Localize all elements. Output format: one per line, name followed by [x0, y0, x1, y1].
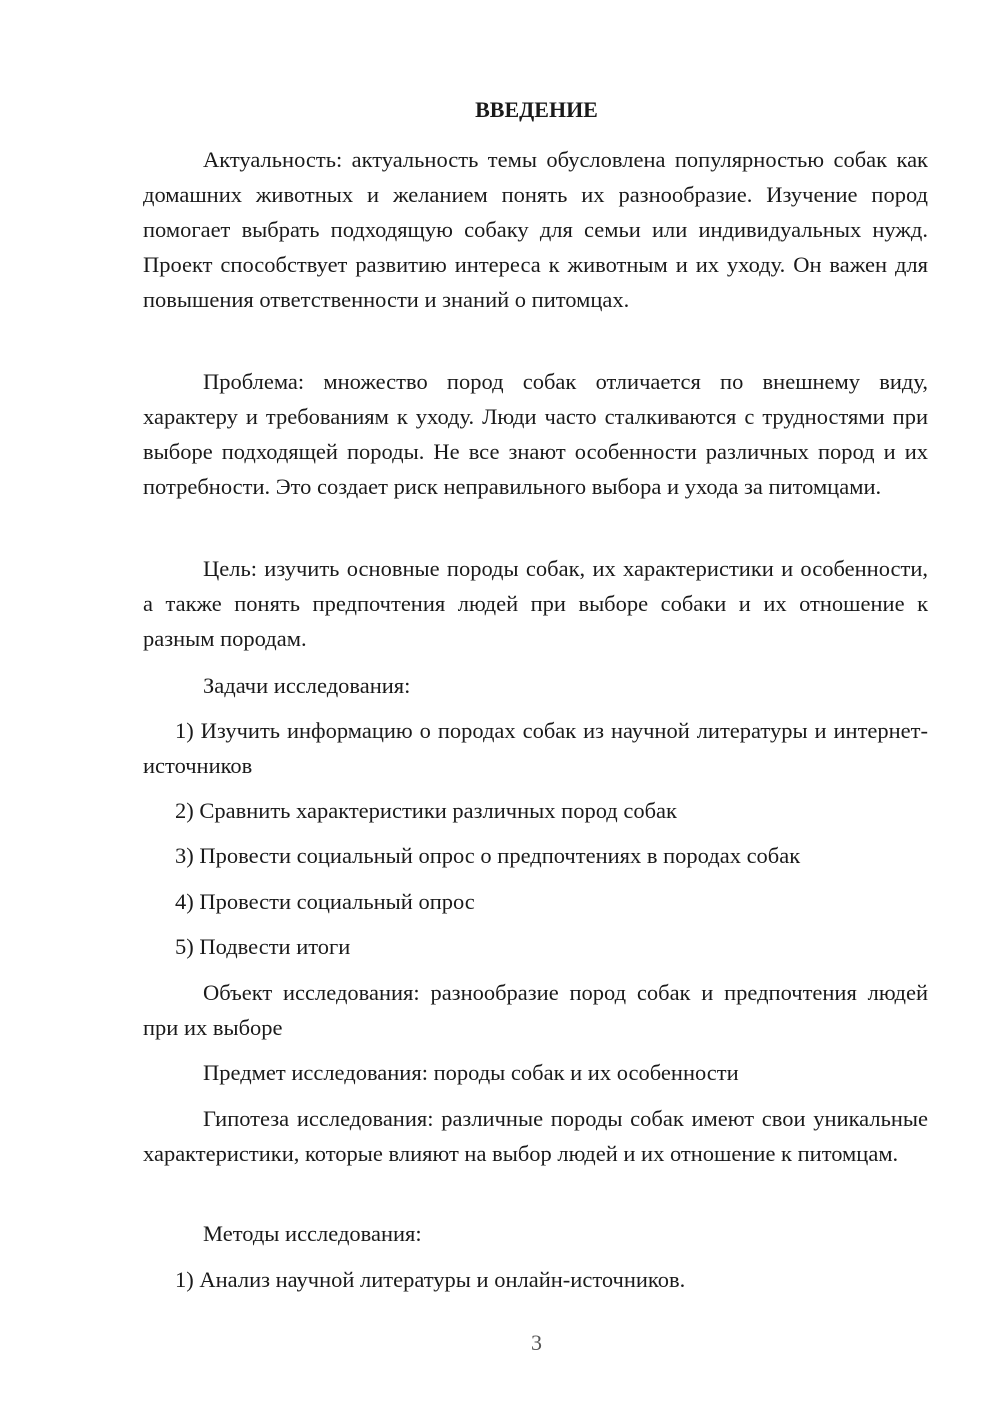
goal-paragraph: Цель: изучить основные породы собак, их характеристики и особенности, а также понять предпочтения людей при выборе собаки и их отношение к разным породам.	[143, 556, 928, 651]
page-title: ВВЕДЕНИЕ	[475, 97, 598, 122]
hypothesis-paragraph: Гипотеза исследования: различные породы собак имеют свои уникальные характеристики, которые влияют на выбор людей и их отношение к питомцам.	[143, 1106, 928, 1166]
task-item-3: 3) Провести социальный опрос о предпочтениях в породах собак	[175, 843, 801, 868]
problem-paragraph: Проблема: множество пород собак отличается по внешнему виду, характеру и требованиям к уходу. Люди часто сталкиваются с трудностями при выборе подходящей породы. Не все знают особенности различных пород и их потребности. Это создает риск неправильного выбора и ухода за питомцами.	[143, 369, 928, 499]
task-item-2: 2) Сравнить характеристики различных пород собак	[175, 798, 677, 823]
relevance-paragraph: Актуальность: актуальность темы обусловлена популярностью собак как домашних животных и желанием понять их разнообразие. Изучение пород помогает выбрать подходящую собаку для семьи или индивидуальных нужд. Проект способствует развитию интереса к животным и их уходу. Он важен для повышения ответственности и знаний о питомцах.	[143, 147, 928, 312]
methods-heading: Методы исследования:	[203, 1221, 422, 1246]
page-number: 3	[531, 1330, 542, 1355]
method-item-1: 1) Анализ научной литературы и онлайн-источников.	[175, 1267, 686, 1292]
object-paragraph: Объект исследования: разнообразие пород собак и предпочтения людей при их выборе	[143, 980, 928, 1040]
task-item-5: 5) Подвести итоги	[175, 934, 351, 959]
task-item-4: 4) Провести социальный опрос	[175, 889, 475, 914]
subject-paragraph: Предмет исследования: породы собак и их особенности	[203, 1060, 739, 1085]
task-item-1: 1) Изучить информацию о породах собак из научной литературы и интернет-источников	[143, 718, 928, 778]
tasks-heading: Задачи исследования:	[203, 673, 411, 698]
